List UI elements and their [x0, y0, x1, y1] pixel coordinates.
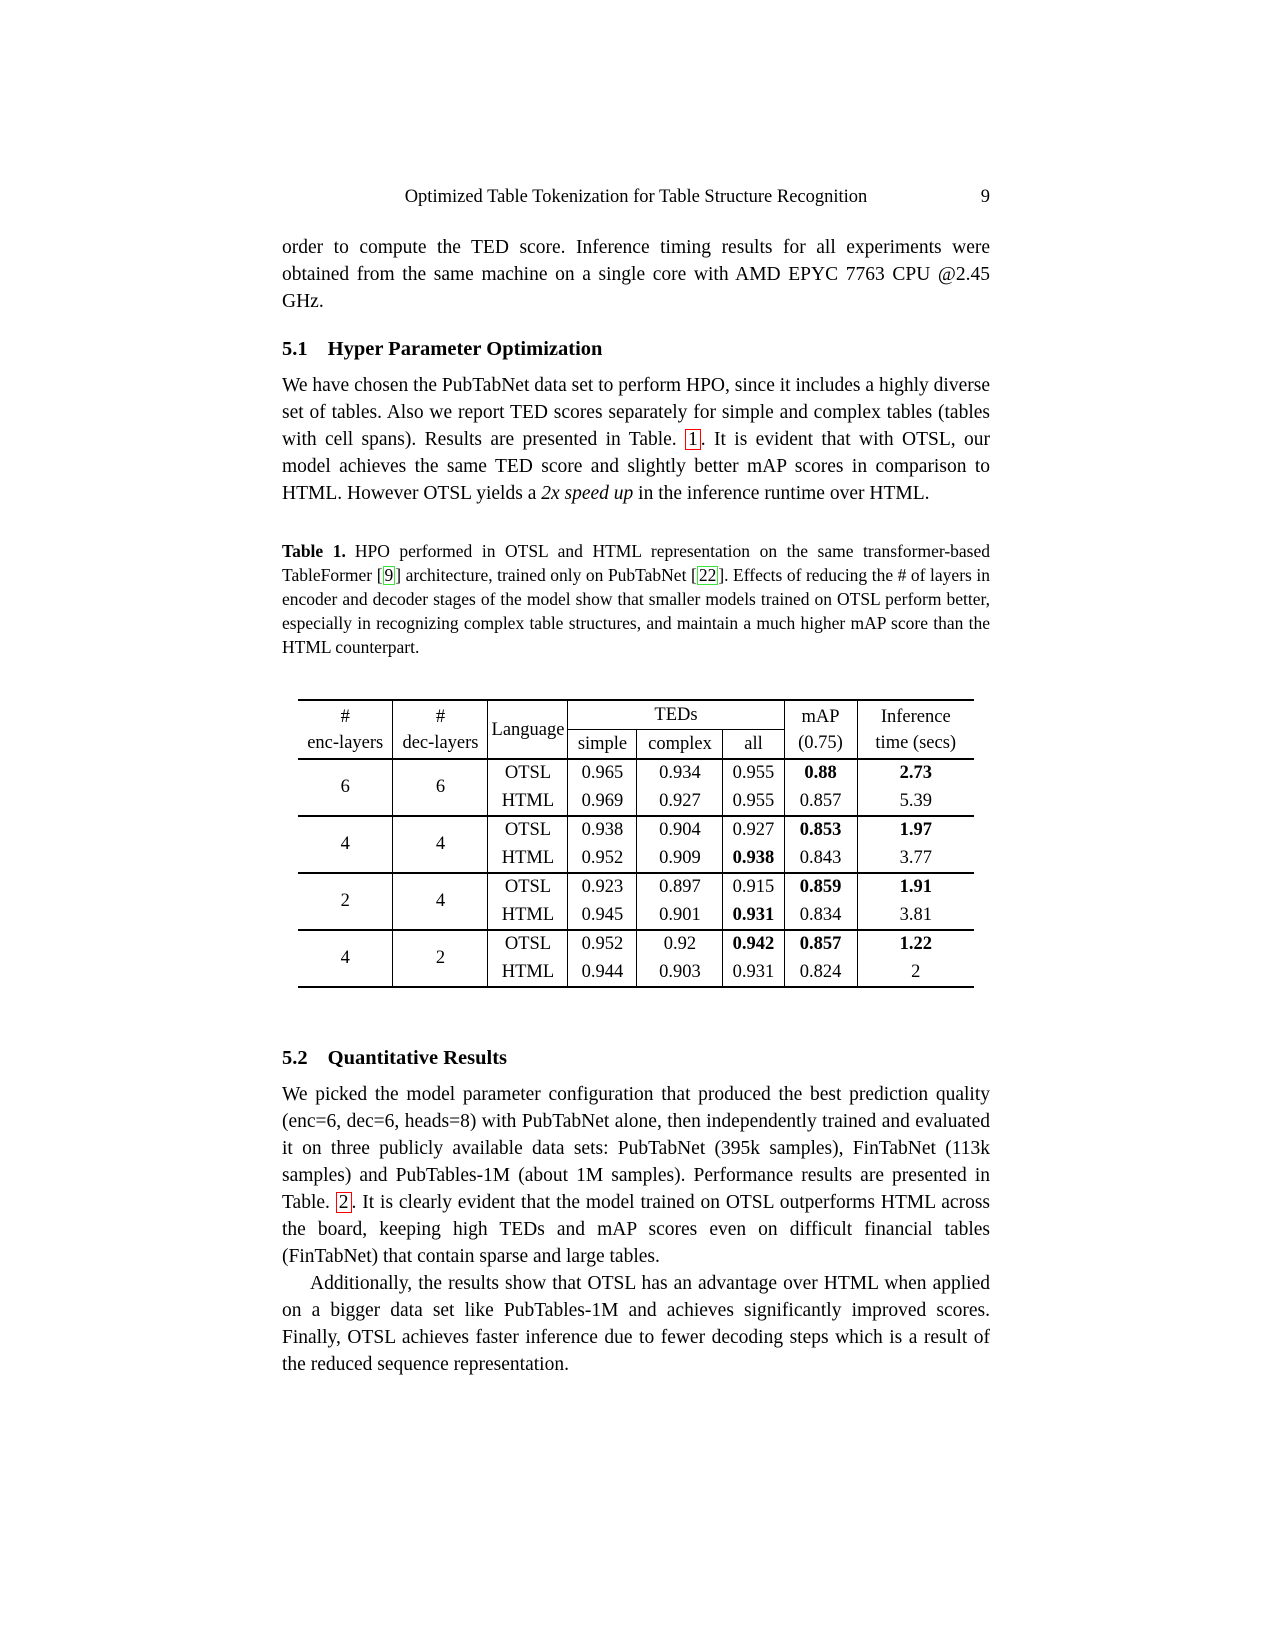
- cell-teds-all: 0.931: [723, 959, 784, 988]
- cell-map: 0.853: [784, 816, 857, 845]
- cell-teds-complex: 0.92: [637, 930, 723, 959]
- cell-teds-simple: 0.965: [568, 759, 637, 788]
- header-language: Language: [488, 700, 568, 759]
- cell-teds-complex: 0.934: [637, 759, 723, 788]
- table-row: [298, 873, 974, 902]
- section-5-2-heading: [282, 1046, 990, 1070]
- cell-language: OTSL: [488, 930, 568, 959]
- cell-map: 0.824: [784, 959, 857, 988]
- cell-map: 0.857: [784, 788, 857, 817]
- cell-map: 0.857: [784, 930, 857, 959]
- cell-teds-all: 0.955: [723, 759, 784, 788]
- intro-paragraph: [282, 234, 990, 315]
- paragraph-text: . It is clearly evident that the model trained on OTSL outperforms HTML across the board, keeping high TEDs and mAP scores even on difficult financial tables (FinTabNet) that contain sparse and large tables.: [282, 1192, 990, 1267]
- cell-teds-simple: 0.952: [568, 930, 637, 959]
- caption-text: architecture, trained only on PubTabNet: [401, 565, 691, 585]
- section-5-1-number: 5.1: [282, 338, 308, 360]
- cell-teds-complex: 0.901: [637, 902, 723, 931]
- paragraph-text: Additionally, the results show that OTSL has an advantage over HTML when applied on a bigger data set like PubTables-1M and achieves significantly improved scores. Finally, OTSL achieves faster inference due to fewer decoding steps which is a result of the reduced sequence representation.: [282, 1273, 990, 1375]
- cell-teds-simple: 0.945: [568, 902, 637, 931]
- running-head: [282, 186, 990, 208]
- table-1-reference-link[interactable]: 1: [685, 429, 701, 450]
- paragraph-text: . It is evident that with OTSL, our model achieves the same TED score and slightly better mAP scores in comparison to HTML. However OTSL yields a: [282, 429, 990, 504]
- table-group-4-2: [298, 930, 974, 987]
- cell-dec: 4: [393, 873, 488, 930]
- cell-teds-all: 0.955: [723, 788, 784, 817]
- running-head-title: Optimized Table Tokenization for Table Structure Recognition: [404, 187, 868, 207]
- cell-language: HTML: [488, 788, 568, 817]
- citation-9-link[interactable]: 9: [384, 565, 394, 585]
- paragraph-text: in the inference runtime over HTML.: [633, 483, 930, 504]
- header-map: mAP (0.75): [784, 700, 857, 759]
- cell-language: HTML: [488, 845, 568, 874]
- caption-bracket: [: [376, 565, 383, 585]
- header-enc-layers: # enc-layers: [307, 706, 384, 753]
- cell-teds-all: 0.931: [723, 902, 784, 931]
- cell-map: 0.859: [784, 873, 857, 902]
- cell-enc: 4: [340, 833, 350, 854]
- header-teds-complex: complex: [637, 730, 723, 760]
- cell-teds-all: 0.915: [723, 873, 784, 902]
- table-row: [298, 930, 974, 959]
- cell-teds-complex: 0.897: [637, 873, 723, 902]
- table-group-4-4: [298, 816, 974, 873]
- caption-text: HPO performed in OTSL and HTML representation on the same transformer-based TableFormer: [282, 541, 990, 585]
- section-5-2-title: Quantitative Results: [327, 1047, 507, 1069]
- cell-teds-complex: 0.927: [637, 788, 723, 817]
- citation-22-link[interactable]: 22: [698, 565, 717, 585]
- header-teds-simple: simple: [568, 730, 637, 760]
- cell-language: HTML: [488, 902, 568, 931]
- cell-teds-all: 0.942: [723, 930, 784, 959]
- cell-time: 2: [857, 959, 974, 988]
- paragraph-text: We picked the model parameter configuration that produced the best prediction quality (enc=6, dec=6, heads=8) with PubTabNet alone, then independently trained and evaluated it on three publicly available data sets: PubTabNet (395k samples), FinTabNet (113k samples) and PubTables-1M (about 1M samples). Performance results are presented in Table.: [282, 1084, 990, 1213]
- caption-bracket: ]: [395, 565, 402, 585]
- caption-bracket: ]: [718, 565, 725, 585]
- cell-language: OTSL: [488, 816, 568, 845]
- cell-teds-complex: 0.903: [637, 959, 723, 988]
- cell-teds-simple: 0.923: [568, 873, 637, 902]
- cell-language: HTML: [488, 959, 568, 988]
- cell-time: 1.22: [857, 930, 974, 959]
- cell-language: OTSL: [488, 759, 568, 788]
- section-5-1-paragraph: [282, 372, 990, 507]
- cell-enc: 4: [340, 947, 350, 968]
- cell-teds-complex: 0.909: [637, 845, 723, 874]
- cell-teds-all: 0.938: [723, 845, 784, 874]
- table-header: [298, 700, 974, 759]
- header-inference-time: Inference time (secs): [857, 700, 974, 759]
- cell-teds-simple: 0.969: [568, 788, 637, 817]
- header-teds-all: all: [723, 730, 784, 760]
- header-teds: TEDs: [568, 700, 784, 730]
- table-1-caption-label: Table 1.: [282, 541, 346, 561]
- table-2-reference-link[interactable]: 2: [336, 1192, 352, 1213]
- section-5-1-title: Hyper Parameter Optimization: [327, 338, 603, 360]
- cell-enc: 2: [340, 890, 350, 911]
- results-table-1: [298, 699, 974, 988]
- caption-text: . Effects of reducing the # of layers in encoder and decoder stages of the model show that smaller models trained on OTSL perform better, especially in recognizing complex table structures, and maintain a much higher mAP score than the HTML counterpart.: [282, 565, 990, 657]
- emphasized-text: 2x speed up: [541, 483, 634, 504]
- text-column: [282, 186, 990, 1378]
- cell-time: 1.91: [857, 873, 974, 902]
- cell-time: 5.39: [857, 788, 974, 817]
- cell-dec: 4: [393, 816, 488, 873]
- section-5-2-number: 5.2: [282, 1047, 308, 1069]
- cell-dec: 6: [393, 759, 488, 816]
- intro-paragraph-text: order to compute the TED score. Inference timing results for all experiments were obtained from the same machine on a single core with AMD EPYC 7763 CPU @2.45 GHz.: [282, 237, 990, 312]
- cell-map: 0.834: [784, 902, 857, 931]
- table-row: [298, 759, 974, 788]
- table-group-6-6: [298, 759, 974, 816]
- cell-time: 3.81: [857, 902, 974, 931]
- header-dec-layers: # dec-layers: [393, 700, 488, 759]
- caption-bracket: [: [690, 565, 697, 585]
- cell-time: 2.73: [857, 759, 974, 788]
- cell-language: OTSL: [488, 873, 568, 902]
- cell-enc: 6: [340, 776, 350, 797]
- cell-teds-simple: 0.938: [568, 816, 637, 845]
- section-5-1-heading: [282, 337, 990, 361]
- cell-time: 3.77: [857, 845, 974, 874]
- table-1-caption: [282, 539, 990, 659]
- table-group-2-4: [298, 873, 974, 930]
- cell-time: 1.97: [857, 816, 974, 845]
- section-5-2-paragraph-1: [282, 1081, 990, 1270]
- cell-teds-simple: 0.952: [568, 845, 637, 874]
- page-number: 9: [980, 187, 990, 207]
- paragraph-text: We have chosen the PubTabNet data set to perform HPO, since it includes a highly diverse set of tables. Also we report TED scores separately for simple and complex tables (tables with cell spans). Results are presented in Table.: [282, 375, 990, 450]
- cell-map: 0.843: [784, 845, 857, 874]
- cell-dec: 2: [393, 930, 488, 987]
- cell-teds-simple: 0.944: [568, 959, 637, 988]
- section-5-2-paragraph-2: [282, 1270, 990, 1378]
- cell-teds-all: 0.927: [723, 816, 784, 845]
- cell-teds-complex: 0.904: [637, 816, 723, 845]
- table-row: [298, 816, 974, 845]
- cell-map: 0.88: [784, 759, 857, 788]
